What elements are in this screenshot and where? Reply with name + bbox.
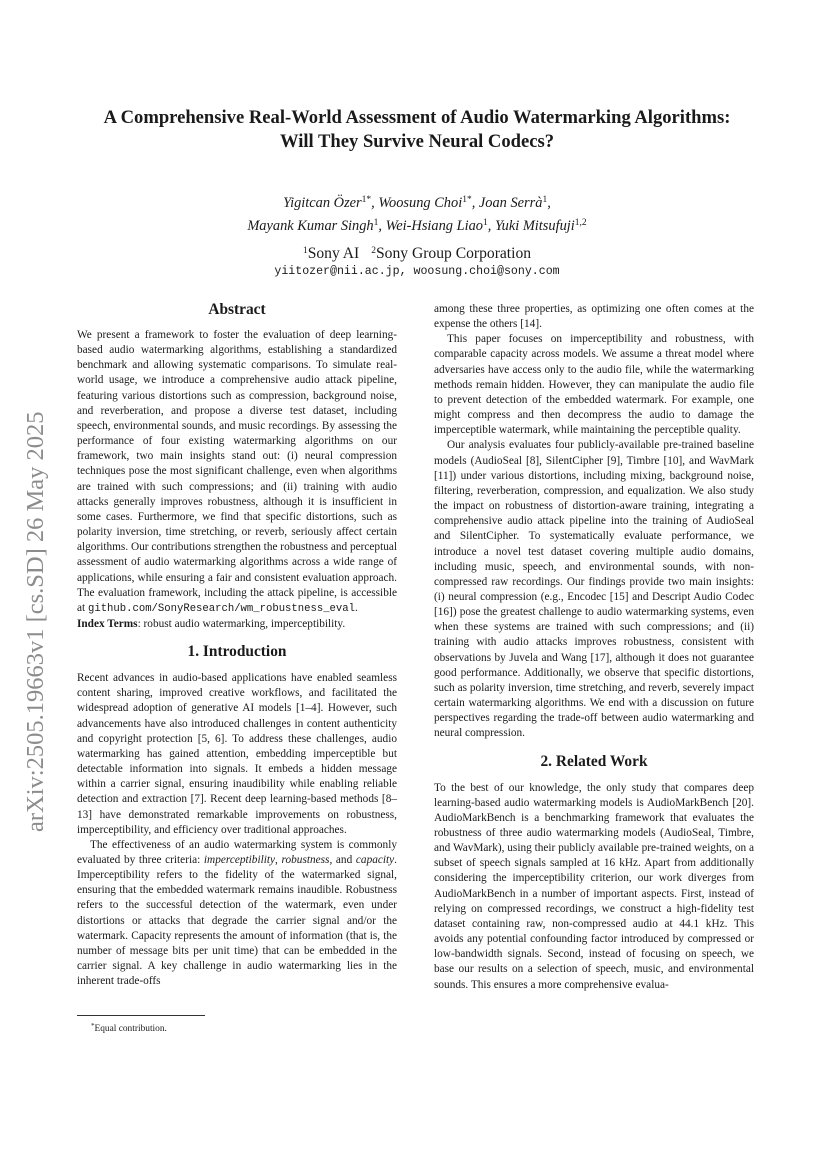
footnote — [91, 1020, 391, 1035]
author-name: Mayank Kumar Singh — [247, 218, 374, 234]
intro-paragraph-2 — [77, 838, 397, 990]
footnote-text: Equal contribution. — [94, 1024, 167, 1034]
author-name: Woosung Choi — [378, 195, 463, 211]
right-column — [434, 302, 754, 993]
intro-paragraph-1: Recent advances in audio-based applications have enabled seamless content sharing, improved creative workflows, and facilitated the widespread adoption of generative AI models [1–4]. However, such advancements have also introduced challenges in content authenticity and copyright protection [5, 6]. To address these challenges, audio watermarking has gained attention, embedding imperceptible but detectable information into signals. It embeds a hidden message within a carrier signal, ensuring inaudibility while enabling reliable detection and extraction [7]. Recent deep learning-based methods [8–13] have demonstrated remarkable improvements on robustness, imperceptibility, and efficiency over traditional approaches. — [77, 672, 397, 836]
affiliation-mark: 2 — [371, 246, 376, 256]
author-name: Joan Serrà — [478, 195, 543, 211]
author-affiliation-mark: 1* — [462, 195, 472, 205]
intro-paragraph-5: Our analysis evaluates four publicly-available pre-trained baseline models (AudioSeal [8], SilentCipher [9], Timbre [10], and WavMark [11]) under various distortions, including mixing, background noise, filtering, reverberation, compression, and equalization. We also study the impact on robustness of distortion-aware training, integrating a comprehensive audio attack pipeline into the training of AudioSeal and SilentCipher. To systematically evaluate performance, we introduce a novel test dataset covering multiple audio domains, including music, speech, and environmental sounds, with non-compressed raw recordings. Our findings provide two main insights: (i) neural compression (e.g., Encodec [15] and Descript Audio Codec [16]) pose the greatest challenge to audio watermarking systems, even when these systems are trained with such compressions; and (ii) training with audio attacks improves robustness, consistent with observations by Juvela and Wang [17], although it does not guarantee good performance. Additionally, we observe that specific distortions, such as polarity inversion, time stretching, and reverb, severely impact certain watermarking algorithms. We end with a discussion on future perspectives regarding the trade-off between audio watermarking and neural compression. — [434, 439, 754, 740]
separator: , and — [329, 854, 356, 866]
author-name: Yigitcan Özer — [283, 195, 362, 211]
affiliation-mark: 1 — [302, 246, 308, 256]
intro-p2-text: The effectiveness of an audio watermarking system is commonly evaluated by three criteria: — [77, 838, 397, 866]
left-column — [77, 300, 397, 989]
emphasis-robustness: robustness — [281, 854, 330, 866]
footnote-mark: * — [91, 1022, 95, 1030]
intro-paragraph-3: among these three properties, as optimizing one often comes at the expense the others [14]. — [434, 303, 754, 331]
arxiv-identifier-stamp: arXiv:2505.19663v1 [cs.SD] 26 May 2025 — [22, 411, 49, 832]
author-affiliation-mark: 1 — [373, 218, 379, 228]
emphasis-capacity: capacity — [355, 854, 395, 866]
intro-p2-text: . Imperceptibility refers to the fidelity of the watermarked signal, ensuring that the embedded watermark remains inaudible. Robustness refers to the successful detection of the watermark, even under distortions or attacks that degrade the carrier signal and/or the watermark. Capacity represents the amount of information (that is, the number of message bits per unit time) that can be embedded in the carrier signal. A key challenge in audio watermarking lies in the inherent trade-offs — [77, 854, 397, 988]
affiliation-name: Sony Group Corporation — [376, 245, 532, 262]
author-affiliation-mark: 1 — [542, 195, 548, 205]
footnote-rule — [77, 1015, 205, 1016]
author-affiliation-mark: 1* — [361, 195, 372, 205]
author-affiliation-mark: 1,2 — [574, 218, 587, 228]
author-line-2: Mayank Kumar Singh$^1$, Wei-Hsiang Liao$^1$, Yuki Mitsufuji$^{1,2}$ — [247, 218, 587, 234]
repository-link[interactable]: github.com/SonyResearch/wm_robustness_eval — [87, 602, 355, 615]
index-terms — [77, 617, 397, 632]
separator: , — [275, 854, 282, 866]
section-heading-related-work: 2. Related Work — [540, 752, 648, 770]
index-terms-label: Index Terms — [77, 617, 138, 630]
abstract-heading: Abstract — [208, 301, 266, 318]
abstract-body: We present a framework to foster the evaluation of deep learning-based audio watermarking algorithms, establishing a standardized benchmark and allowing systematic comparisons. To simulate real-world usage, we introduce a comprehensive audio attack pipeline, featuring various distortions such as compression, background noise, and reverberation, and propose a diverse test dataset, including speech, environmental sounds, and music recordings. By assessing the performance of four existing watermarking algorithms on our framework, two main insights stand out: (i) neural compression techniques pose the most significant challenge, even when algorithms are trained with such compressions; and (ii) training with audio attacks generally improves robustness, although it is insufficient in some cases. Furthermore, we find that specific distortions, such as polarity inversion, time stretching, or reverb, seriously affect certain algorithms. Our contributions strengthen the robustness and perceptual assessment of audio watermarking algorithms across a wide range of applications, while ensuring a fair and consistent evaluation approach. The evaluation framework, including the attack pipeline, is accessible at — [77, 329, 398, 614]
author-name: Wei-Hsiang Liao — [385, 218, 483, 234]
section-heading-introduction: 1. Introduction — [187, 643, 287, 661]
intro-paragraph-4: This paper focuses on imperceptibility and robustness, with comparable capacity across models. We assume a threat model where adversaries have access only to the audio file, while the watermarking methods remain hidden. However, they can manipulate the audio file to prevent detection of the embedded watermark. For example, one might compress and then decompress the audio to damage the imperceptible watermark, while maintaining the perceptible quality. — [434, 333, 754, 437]
emphasis-imperceptibility: imperceptibility — [203, 854, 276, 866]
author-line-1: Yigitcan Özer$^{1*}$, Woosung Choi$^{1*}$, Joan Serrà$^1$, — [283, 195, 551, 211]
affiliations — [160, 241, 674, 264]
paper-title: A Comprehensive Real-World Assessment of Audio Watermarking Algorithms: Will They Survive Neural Codecs? — [103, 107, 731, 152]
index-terms-text: : robust audio watermarking, imperceptibility. — [137, 617, 346, 630]
affiliation-name: Sony AI — [307, 245, 360, 262]
author-affiliation-mark: 1 — [483, 218, 488, 228]
contact-emails: yiitozer@nii.ac.jp, woosung.choi@sony.com — [274, 265, 560, 278]
abstract-text: We present a framework to foster the evaluation of deep learning-based audio watermarking algorithms, establishing a standardized benchmark and allowing systematic comparisons. To simulate real-world usage, we introduce a comprehensive audio attack pipeline, featuring various distortions such as compression, background noise, and reverberation, and propose a diverse test dataset, including speech, environmental sounds, and music recordings. By assessing the performance of four existing watermarking algorithms on our framework, two main insights stand out: (i) neural compression techniques pose the most significant challenge, even when algorithms are trained with such compressions; and (ii) training with audio attacks generally improves robustness, although it is insufficient in some cases. Furthermore, we find that specific distortions, such as polarity inversion, time stretching, or reverb, seriously affect certain algorithms. Our contributions strengthen the robustness and perceptual assessment of audio watermarking algorithms across a wide range of applications, while ensuring a fair and consistent evaluation approach. The evaluation framework, including the attack pipeline, is accessible at github.com/SonyResearch/wm_robustness_eval. — [77, 329, 398, 615]
related-paragraph-1: To the best of our knowledge, the only study that compares deep learning-based audio watermarking models is AudioMarkBench [20]. AudioMarkBench is a benchmarking framework that evaluates the robustness of three audio watermarking models (AudioSeal, Timbre, and WavMark), using their publicly available pre-trained weights, on a subset of speech signals sampled at 16 kHz. Apart from additionally considering the imperceptibility criterion, our work diverges from AudioMarkBench in a number of important aspects. First, instead of relying on compressed recordings, we construct a high-fidelity test dataset containing raw, non-compressed audio at 44.1 kHz. This avoids any potential confounding factor introduced by compressed or low-bandwidth signals. Second, instead of focusing on speech, we base our results on a selection of speech, music, and environmental sounds. This ensures a more comprehensive evalua- — [434, 781, 754, 991]
author-name: Yuki Mitsufuji — [494, 218, 575, 234]
author-list — [160, 190, 674, 236]
